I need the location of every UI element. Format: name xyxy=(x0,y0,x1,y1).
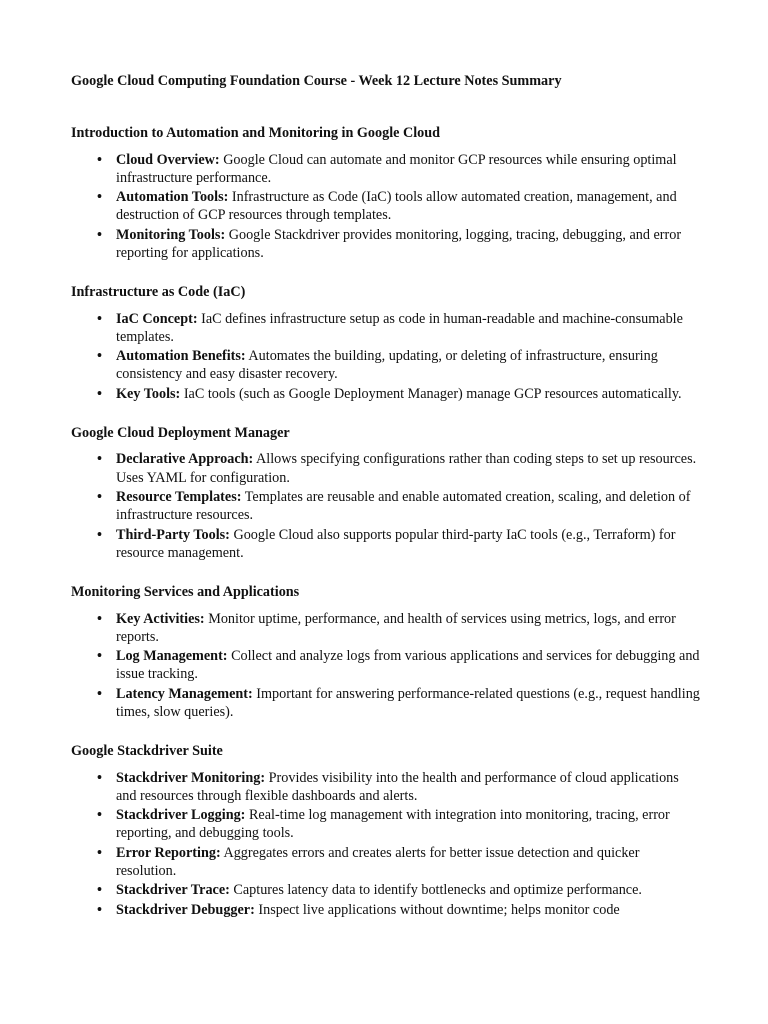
item-text: Inspect live applications without downtime; helps monitor code xyxy=(258,901,620,918)
bullet-icon: • xyxy=(97,489,102,506)
section-deployment-manager xyxy=(71,424,701,562)
list-item xyxy=(71,347,701,383)
list-item xyxy=(71,610,701,646)
bullet-icon: • xyxy=(97,189,102,206)
bullet-list xyxy=(71,769,701,919)
bullet-icon: • xyxy=(97,226,102,243)
bullet-icon: • xyxy=(97,610,102,627)
item-text: Important for answering performance-related questions (e.g., request handling times, slow queries). xyxy=(116,685,700,720)
item-term: Stackdriver Monitoring: xyxy=(116,769,266,786)
bullet-icon: • xyxy=(97,310,102,327)
list-item xyxy=(71,450,701,486)
list-item xyxy=(71,310,701,346)
section-heading: Google Stackdriver Suite xyxy=(71,743,223,760)
item-text: Aggregates errors and creates alerts for better issue detection and quicker resolution. xyxy=(116,844,640,880)
item-term: Declarative Approach: xyxy=(116,451,254,468)
bullet-icon: • xyxy=(97,882,102,899)
section-monitoring-services xyxy=(71,583,701,721)
section-heading: Infrastructure as Code (IaC) xyxy=(71,284,246,301)
bullet-list xyxy=(71,610,701,722)
item-text: Infrastructure as Code (IaC) tools allow automated creation, management, and destruction of GCP resources through templates. xyxy=(116,189,677,224)
section-heading: Introduction to Automation and Monitoring in Google Cloud xyxy=(71,125,441,141)
list-item xyxy=(71,226,701,262)
list-item xyxy=(71,188,701,224)
bullet-icon: • xyxy=(97,685,102,702)
list-item xyxy=(71,881,701,899)
item-text: Google Stackdriver provides monitoring, logging, tracing, debugging, and error reporting for applications. xyxy=(116,226,682,261)
bullet-list xyxy=(71,151,701,263)
item-text: IaC tools (such as Google Deployment Manager) manage GCP resources automatically. xyxy=(183,385,682,402)
section-iac xyxy=(71,283,701,403)
bullet-icon: • xyxy=(97,348,102,365)
item-text: Real-time log management with integration into monitoring, tracing, error reporting, and debugging tools. xyxy=(116,807,670,842)
item-term: Automation Benefits: xyxy=(116,348,246,365)
item-text: Templates are reusable and enable automated creation, scaling, and deletion of infrastructure resources. xyxy=(116,489,691,524)
list-item xyxy=(71,844,701,880)
item-term: Monitoring Tools: xyxy=(116,226,226,243)
document-page xyxy=(71,72,701,940)
item-term: Key Activities: xyxy=(116,610,205,627)
bullet-icon: • xyxy=(97,648,102,665)
item-text: Allows specifying configurations rather than coding steps to set up resources. Uses YAML for configuration. xyxy=(116,451,697,486)
list-item xyxy=(71,685,701,721)
list-item xyxy=(71,806,701,842)
section-heading: Google Cloud Deployment Manager xyxy=(71,424,290,441)
list-item xyxy=(71,901,701,919)
item-text: Google Cloud also supports popular third-party IaC tools (e.g., Terraform) for resource management. xyxy=(116,526,676,561)
item-term: Stackdriver Debugger: xyxy=(116,901,255,918)
item-text: Monitor uptime, performance, and health of services using metrics, logs, and error reports. xyxy=(116,610,676,645)
list-item xyxy=(71,647,701,683)
list-item xyxy=(71,385,701,403)
bullet-list xyxy=(71,310,701,403)
item-term: Key Tools: xyxy=(116,385,181,402)
bullet-icon: • xyxy=(97,526,102,543)
section-automation-monitoring xyxy=(71,124,701,262)
bullet-list xyxy=(71,450,701,562)
section-stackdriver-suite xyxy=(71,742,701,919)
bullet-icon: • xyxy=(97,451,102,468)
bullet-icon: • xyxy=(97,151,102,168)
list-item xyxy=(71,488,701,524)
item-term: IaC Concept: xyxy=(116,310,198,327)
item-text: Collect and analyze logs from various applications and services for debugging and issue tracking. xyxy=(116,648,700,683)
item-text: Captures latency data to identify bottlenecks and optimize performance. xyxy=(233,882,642,899)
bullet-icon: • xyxy=(97,901,102,918)
document-title: Google Cloud Computing Foundation Course - Week 12 Lecture Notes Summary xyxy=(71,73,562,89)
item-term: Automation Tools: xyxy=(116,189,229,206)
bullet-icon: • xyxy=(97,844,102,861)
item-text: Provides visibility into the health and performance of cloud applications and resources through flexible dashboards and alerts. xyxy=(116,769,679,804)
item-term: Log Management: xyxy=(116,648,228,665)
bullet-icon: • xyxy=(97,385,102,402)
item-term: Latency Management: xyxy=(116,685,253,702)
item-text: IaC defines infrastructure setup as code in human-readable and machine-consumable templates. xyxy=(116,310,683,345)
item-term: Error Reporting: xyxy=(116,844,221,861)
item-term: Stackdriver Trace: xyxy=(116,882,230,899)
item-text: Google Cloud can automate and monitor GCP resources while ensuring optimal infrastructure performance. xyxy=(116,151,677,186)
list-item xyxy=(71,151,701,187)
bullet-icon: • xyxy=(97,769,102,786)
list-item xyxy=(71,526,701,562)
bullet-icon: • xyxy=(97,807,102,824)
item-term: Stackdriver Logging: xyxy=(116,807,246,824)
list-item xyxy=(71,769,701,805)
item-text: Automates the building, updating, or deleting of infrastructure, ensuring consistency and easy disaster recovery. xyxy=(116,348,658,383)
item-term: Resource Templates: xyxy=(116,489,242,506)
item-term: Cloud Overview: xyxy=(116,151,220,168)
item-term: Third-Party Tools: xyxy=(116,526,230,543)
section-heading: Monitoring Services and Applications xyxy=(71,584,300,601)
